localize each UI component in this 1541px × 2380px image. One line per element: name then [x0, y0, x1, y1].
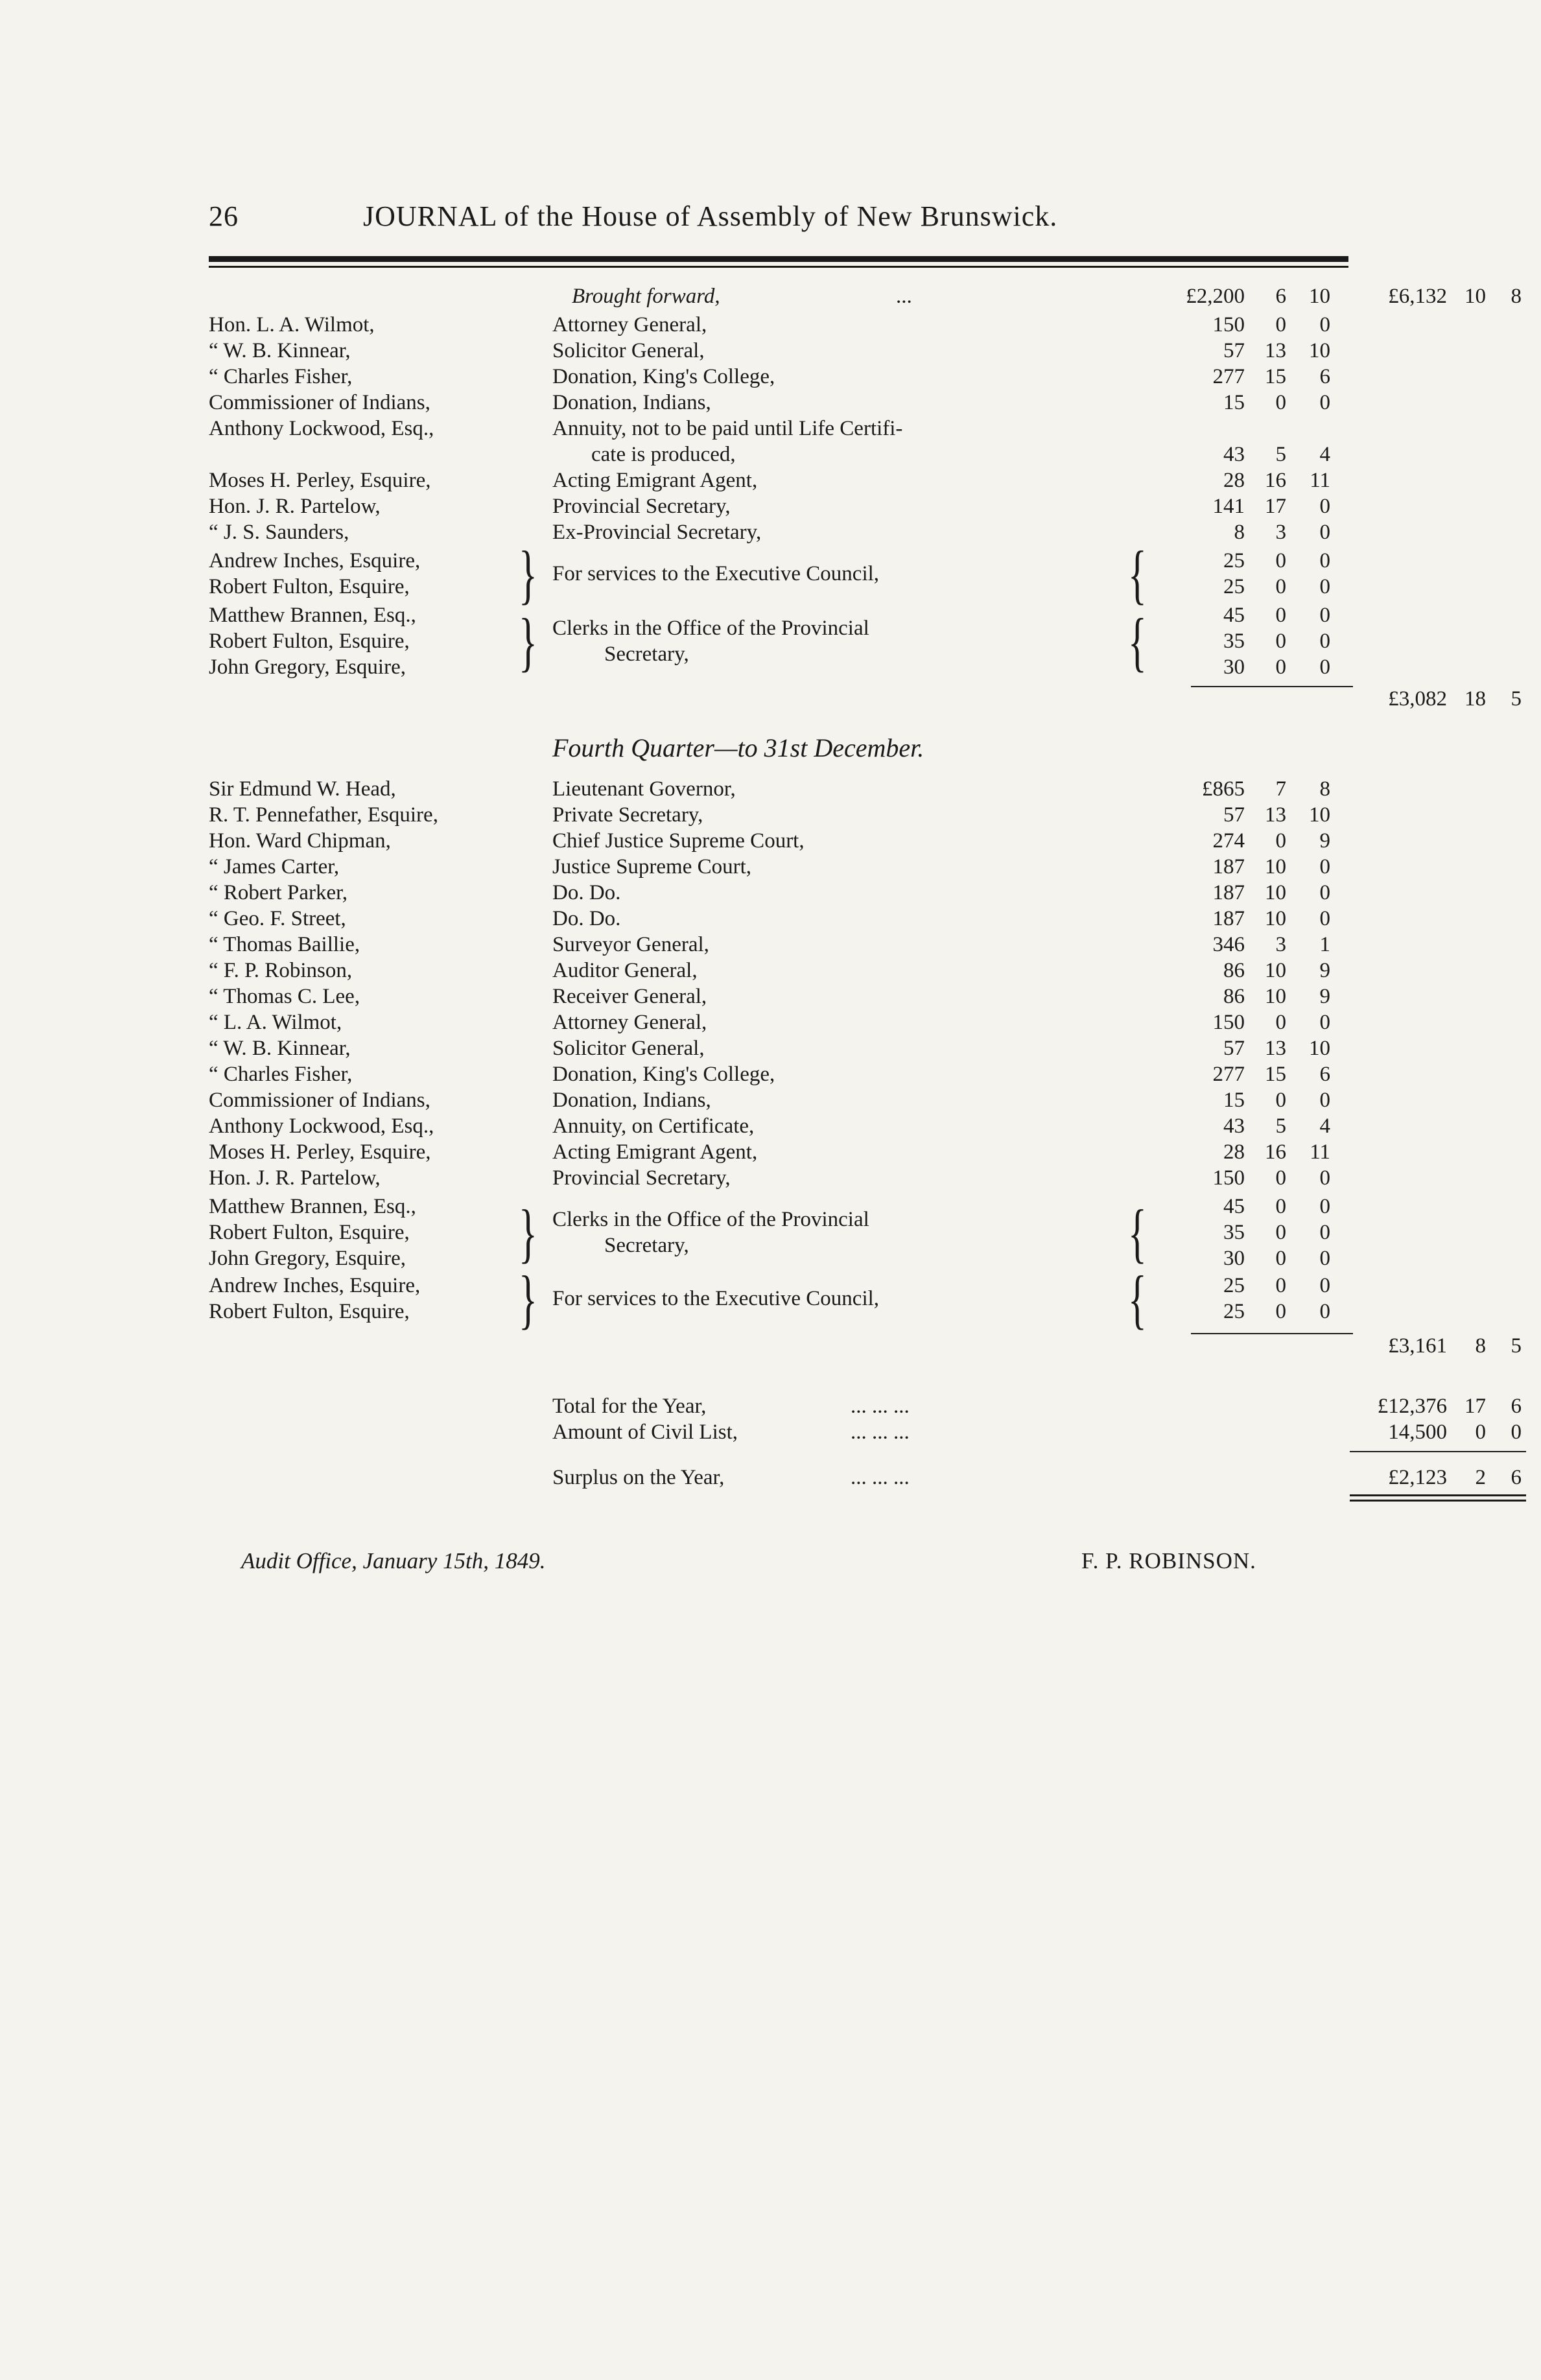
- person-name: Hon. J. R. Partelow,: [209, 1166, 381, 1190]
- amount-pounds: £2,200: [1186, 285, 1245, 308]
- double-rule-bottom: [1350, 1500, 1526, 1502]
- amount-shillings: 0: [1275, 630, 1286, 653]
- office-title: Surveyor General,: [552, 933, 709, 956]
- person-name: “ Charles Fisher,: [209, 1063, 353, 1086]
- office-title: Chief Justice Supreme Court,: [552, 829, 805, 853]
- amount-shillings: 5: [1275, 443, 1286, 466]
- office-title: Do. Do.: [552, 881, 621, 904]
- table-row: [209, 803, 1350, 827]
- amount-shillings: 5: [1275, 1114, 1286, 1138]
- names-brace-icon: }: [519, 1262, 537, 1336]
- person-name: “ L. A. Wilmot,: [209, 1011, 342, 1034]
- amount-shillings: 0: [1275, 1300, 1286, 1323]
- office-title: Provincial Secretary,: [552, 1166, 731, 1190]
- office-title: Secretary,: [604, 642, 689, 666]
- amount-pounds: 30: [1223, 655, 1245, 679]
- person-name: John Gregory, Esquire,: [209, 1247, 406, 1270]
- amount-pence: 1: [1319, 933, 1330, 956]
- person-name: Sir Edmund W. Head,: [209, 777, 396, 801]
- amount-pence: 4: [1319, 443, 1330, 466]
- totals-shillings: 0: [1475, 1420, 1486, 1444]
- amount-shillings: 0: [1275, 655, 1286, 679]
- person-name: “ W. B. Kinnear,: [209, 339, 351, 362]
- office-title: Attorney General,: [552, 1011, 707, 1034]
- office-title: Justice Supreme Court,: [552, 855, 752, 878]
- header-rule-thick: [209, 256, 1348, 262]
- office-title: Donation, King's College,: [552, 365, 775, 388]
- amount-pence: 0: [1319, 495, 1330, 518]
- amount-pounds: 274: [1212, 829, 1245, 853]
- amount-pence: 0: [1319, 855, 1330, 878]
- leader-dots: ... ... ...: [851, 1466, 910, 1489]
- totals-shillings: 2: [1475, 1466, 1486, 1489]
- table-row: [209, 777, 1350, 801]
- office-title: Solicitor General,: [552, 1037, 705, 1060]
- section-brought-forward: [209, 279, 1522, 733]
- amount-pounds: 25: [1223, 1300, 1245, 1323]
- office-title: Annuity, on Certificate,: [552, 1114, 755, 1138]
- brought-forward-row: [209, 284, 1522, 309]
- totals-pounds: 14,500: [1388, 1420, 1447, 1444]
- amount-pence: 0: [1319, 630, 1330, 653]
- office-title: Secretary,: [604, 1234, 689, 1257]
- person-name: “ W. B. Kinnear,: [209, 1037, 351, 1060]
- amounts-brace-icon: {: [1128, 1262, 1147, 1336]
- names-brace-icon: }: [519, 605, 537, 679]
- person-name: Moses H. Perley, Esquire,: [209, 469, 431, 492]
- amount-pence: 10: [1309, 339, 1330, 362]
- double-rule-top: [1350, 1494, 1526, 1496]
- group-row: [209, 655, 1350, 679]
- amount-pence: 0: [1319, 655, 1330, 679]
- amount-shillings: 13: [1265, 803, 1286, 827]
- amount-pence: 0: [1319, 391, 1330, 414]
- audit-office-line: Audit Office, January 15th, 1849.: [241, 1548, 546, 1573]
- page-number: 26: [209, 200, 239, 232]
- subtotal-shillings: 8: [1475, 1334, 1486, 1358]
- amount-shillings: 10: [1265, 881, 1286, 904]
- person-name: Robert Fulton, Esquire,: [209, 575, 410, 598]
- table-row: [209, 1088, 1350, 1113]
- amount-pence: 11: [1310, 469, 1330, 492]
- carried-shillings: 10: [1465, 285, 1486, 308]
- table-row: [209, 468, 1350, 493]
- table-row: [209, 958, 1350, 983]
- amount-pounds: 346: [1212, 933, 1245, 956]
- person-name: Anthony Lockwood, Esq.,: [209, 417, 434, 440]
- amount-pounds: 25: [1223, 1274, 1245, 1297]
- person-name: R. T. Pennefather, Esquire,: [209, 803, 438, 827]
- amount-shillings: 13: [1265, 339, 1286, 362]
- amount-pence: 6: [1319, 1063, 1330, 1086]
- amount-pence: 10: [1309, 285, 1330, 308]
- office-title: Donation, Indians,: [552, 391, 711, 414]
- amount-pounds: 15: [1223, 1089, 1245, 1112]
- amount-shillings: 0: [1275, 1195, 1286, 1218]
- amount-pounds: 30: [1223, 1247, 1245, 1270]
- carried-pence: 8: [1511, 285, 1522, 308]
- amount-shillings: 13: [1265, 1037, 1286, 1060]
- header-rule-thin: [209, 266, 1348, 268]
- office-title: Clerks in the Office of the Provincial: [552, 617, 869, 640]
- amount-pounds: 45: [1223, 604, 1245, 627]
- subtotal-pence: 5: [1511, 687, 1522, 711]
- amount-shillings: 0: [1275, 575, 1286, 598]
- page-title: JOURNAL of the House of Assembly of New Brunswick.: [363, 200, 1058, 232]
- amount-pence: 9: [1319, 829, 1330, 853]
- person-name: Commissioner of Indians,: [209, 391, 430, 414]
- amount-pounds: 15: [1223, 391, 1245, 414]
- totals-pence: 6: [1511, 1395, 1522, 1418]
- office-title: Donation, King's College,: [552, 1063, 775, 1086]
- person-name: Robert Fulton, Esquire,: [209, 630, 410, 653]
- table-row: [209, 829, 1350, 853]
- amount-shillings: 16: [1265, 469, 1286, 492]
- person-name: “ Thomas C. Lee,: [209, 985, 360, 1008]
- totals-block: [209, 1394, 1522, 1524]
- amount-pounds: £865: [1202, 777, 1245, 801]
- amount-shillings: 16: [1265, 1140, 1286, 1164]
- office-title: Acting Emigrant Agent,: [552, 1140, 758, 1164]
- amounts-brace-icon: {: [1128, 1196, 1147, 1270]
- totals-pence: 0: [1511, 1420, 1522, 1444]
- amount-pounds: 187: [1212, 855, 1245, 878]
- amount-pounds: 8: [1234, 521, 1245, 544]
- amount-pounds: 25: [1223, 575, 1245, 598]
- amount-pence: 0: [1319, 575, 1330, 598]
- table-row: [209, 442, 1350, 467]
- person-name: Commissioner of Indians,: [209, 1089, 430, 1112]
- leader-dots: ... ... ...: [851, 1395, 910, 1418]
- table-row: [209, 390, 1350, 415]
- amount-pounds: 150: [1212, 1166, 1245, 1190]
- person-name: Andrew Inches, Esquire,: [209, 1274, 421, 1297]
- carried-pounds: £6,132: [1388, 285, 1447, 308]
- signature: F. P. ROBINSON.: [1081, 1548, 1256, 1573]
- totals-row: [209, 1420, 1522, 1444]
- person-name: Robert Fulton, Esquire,: [209, 1300, 410, 1323]
- amount-shillings: 0: [1275, 1274, 1286, 1297]
- names-brace-icon: }: [519, 537, 537, 611]
- amount-shillings: 0: [1275, 1166, 1286, 1190]
- amount-shillings: 0: [1275, 1011, 1286, 1034]
- amount-shillings: 15: [1265, 365, 1286, 388]
- person-name: Anthony Lockwood, Esq.,: [209, 1114, 434, 1138]
- brought-forward-label: Brought forward,: [572, 285, 720, 308]
- amount-shillings: 0: [1275, 1247, 1286, 1270]
- subtotal-rule: [1191, 686, 1353, 687]
- amount-shillings: 3: [1275, 521, 1286, 544]
- amounts-brace-icon: {: [1128, 537, 1147, 611]
- person-name: Robert Fulton, Esquire,: [209, 1221, 410, 1244]
- amount-shillings: 17: [1265, 495, 1286, 518]
- amount-pence: 0: [1319, 604, 1330, 627]
- subtotal-shillings: 18: [1465, 687, 1486, 711]
- amount-pence: 0: [1319, 1300, 1330, 1323]
- subtotal-rule: [1191, 1333, 1353, 1334]
- person-name: Moses H. Perley, Esquire,: [209, 1140, 431, 1164]
- amount-shillings: 3: [1275, 933, 1286, 956]
- amount-pounds: 86: [1223, 959, 1245, 982]
- amount-pence: 0: [1319, 881, 1330, 904]
- office-title: Acting Emigrant Agent,: [552, 469, 758, 492]
- amount-shillings: 0: [1275, 1221, 1286, 1244]
- amount-pounds: 45: [1223, 1195, 1245, 1218]
- amount-pence: 11: [1310, 1140, 1330, 1164]
- subtotal-pounds: £3,082: [1388, 687, 1447, 711]
- person-name: Matthew Brannen, Esq.,: [209, 604, 416, 627]
- amount-pounds: 57: [1223, 339, 1245, 362]
- amount-pounds: 43: [1223, 1114, 1245, 1138]
- amount-pounds: 150: [1212, 1011, 1245, 1034]
- amount-pence: 0: [1319, 1011, 1330, 1034]
- totals-label: Amount of Civil List,: [552, 1420, 738, 1444]
- office-title: Clerks in the Office of the Provincial: [552, 1208, 869, 1231]
- amount-pence: 4: [1319, 1114, 1330, 1138]
- section-fourth-quarter: [209, 777, 1522, 1360]
- table-row: [209, 1140, 1350, 1164]
- person-name: “ Geo. F. Street,: [209, 907, 346, 930]
- person-name: “ J. S. Saunders,: [209, 521, 349, 544]
- amount-pounds: 277: [1212, 1063, 1245, 1086]
- amount-shillings: 0: [1275, 391, 1286, 414]
- amount-pounds: 86: [1223, 985, 1245, 1008]
- amount-pounds: 28: [1223, 1140, 1245, 1164]
- names-brace-icon: }: [519, 1196, 537, 1270]
- table-row: [209, 338, 1350, 363]
- table-row: [209, 984, 1350, 1009]
- table-row: [209, 494, 1350, 519]
- person-name: “ Robert Parker,: [209, 881, 348, 904]
- office-title: Receiver General,: [552, 985, 707, 1008]
- amount-pence: 0: [1319, 521, 1330, 544]
- brought-forward-dots: ...: [896, 285, 912, 308]
- amount-pence: 10: [1309, 1037, 1330, 1060]
- amount-pence: 0: [1319, 1166, 1330, 1190]
- person-name: “ Charles Fisher,: [209, 365, 353, 388]
- totals-label: Surplus on the Year,: [552, 1466, 725, 1489]
- totals-shillings: 17: [1465, 1395, 1486, 1418]
- amount-pounds: 187: [1212, 907, 1245, 930]
- person-name: Andrew Inches, Esquire,: [209, 549, 421, 572]
- amount-pounds: 187: [1212, 881, 1245, 904]
- office-title: Donation, Indians,: [552, 1089, 711, 1112]
- office-title: For services to the Executive Council,: [552, 1287, 880, 1310]
- group-row: [209, 1246, 1350, 1271]
- table-row: [209, 854, 1350, 879]
- table-row: [209, 1166, 1350, 1190]
- totals-pounds: £12,376: [1377, 1395, 1447, 1418]
- amount-pence: 0: [1319, 1089, 1330, 1112]
- amount-pounds: 141: [1212, 495, 1245, 518]
- totals-row: [209, 1394, 1522, 1419]
- amount-pounds: 25: [1223, 549, 1245, 572]
- office-title: Annuity, not to be paid until Life Certifi-: [552, 417, 903, 440]
- amount-pounds: 28: [1223, 469, 1245, 492]
- person-name: “ F. P. Robinson,: [209, 959, 353, 982]
- amount-pence: 8: [1319, 777, 1330, 801]
- amount-pounds: 43: [1223, 443, 1245, 466]
- amount-pounds: 277: [1212, 365, 1245, 388]
- amount-pence: 6: [1319, 365, 1330, 388]
- amount-shillings: 10: [1265, 985, 1286, 1008]
- amount-shillings: 7: [1275, 777, 1286, 801]
- person-name: Hon. J. R. Partelow,: [209, 495, 381, 518]
- person-name: Hon. Ward Chipman,: [209, 829, 391, 853]
- table-row: [209, 416, 1350, 441]
- amount-shillings: 10: [1265, 959, 1286, 982]
- amount-shillings: 0: [1275, 829, 1286, 853]
- totals-row: [209, 1465, 1522, 1490]
- office-title: Auditor General,: [552, 959, 698, 982]
- subtotal-pounds: £3,161: [1388, 1334, 1447, 1358]
- table-row: [209, 1114, 1350, 1138]
- table-row: [209, 520, 1350, 545]
- totals-rule: [1350, 1451, 1526, 1452]
- amount-shillings: 0: [1275, 1089, 1286, 1112]
- office-title: Attorney General,: [552, 313, 707, 336]
- amount-pence: 0: [1319, 1274, 1330, 1297]
- table-row: [209, 1036, 1350, 1061]
- amount-shillings: 0: [1275, 313, 1286, 336]
- amount-pence: 9: [1319, 959, 1330, 982]
- person-name: John Gregory, Esquire,: [209, 655, 406, 679]
- table-row: [209, 312, 1350, 337]
- subtotal-pence: 5: [1511, 1334, 1522, 1358]
- person-name: Hon. L. A. Wilmot,: [209, 313, 375, 336]
- office-title: cate is produced,: [591, 443, 736, 466]
- table-row: [209, 1010, 1350, 1035]
- amount-pence: 0: [1319, 1195, 1330, 1218]
- office-title: Private Secretary,: [552, 803, 703, 827]
- table-row: [209, 880, 1350, 905]
- person-name: “ Thomas Baillie,: [209, 933, 360, 956]
- person-name: “ James Carter,: [209, 855, 340, 878]
- amount-shillings: 0: [1275, 604, 1286, 627]
- table-row: [209, 932, 1350, 957]
- amount-shillings: 6: [1275, 285, 1286, 308]
- table-row: [209, 364, 1350, 389]
- amount-shillings: 15: [1265, 1063, 1286, 1086]
- person-name: Matthew Brannen, Esq.,: [209, 1195, 416, 1218]
- amount-pounds: 35: [1223, 1221, 1245, 1244]
- amount-pounds: 57: [1223, 803, 1245, 827]
- amount-shillings: 10: [1265, 855, 1286, 878]
- office-title: Do. Do.: [552, 907, 621, 930]
- leader-dots: ... ... ...: [851, 1420, 910, 1444]
- section-heading-fourth-quarter: Fourth Quarter—to 31st December.: [552, 733, 924, 762]
- table-row: [209, 906, 1350, 931]
- amount-pence: 0: [1319, 313, 1330, 336]
- amount-pounds: 57: [1223, 1037, 1245, 1060]
- totals-label: Total for the Year,: [552, 1395, 707, 1418]
- office-title: Solicitor General,: [552, 339, 705, 362]
- office-title: Provincial Secretary,: [552, 495, 731, 518]
- amount-shillings: 10: [1265, 907, 1286, 930]
- amounts-brace-icon: {: [1128, 605, 1147, 679]
- amount-pence: 0: [1319, 1221, 1330, 1244]
- totals-pence: 6: [1511, 1466, 1522, 1489]
- office-title: For services to the Executive Council,: [552, 562, 880, 585]
- amount-pence: 0: [1319, 549, 1330, 572]
- amount-pence: 9: [1319, 985, 1330, 1008]
- totals-pounds: £2,123: [1388, 1466, 1447, 1489]
- amount-pence: 0: [1319, 1247, 1330, 1270]
- amount-pounds: 35: [1223, 630, 1245, 653]
- office-title: Lieutenant Governor,: [552, 777, 736, 801]
- amount-pence: 10: [1309, 803, 1330, 827]
- amount-shillings: 0: [1275, 549, 1286, 572]
- table-row: [209, 1062, 1350, 1087]
- office-title: Ex-Provincial Secretary,: [552, 521, 762, 544]
- amount-pounds: 150: [1212, 313, 1245, 336]
- amount-pence: 0: [1319, 907, 1330, 930]
